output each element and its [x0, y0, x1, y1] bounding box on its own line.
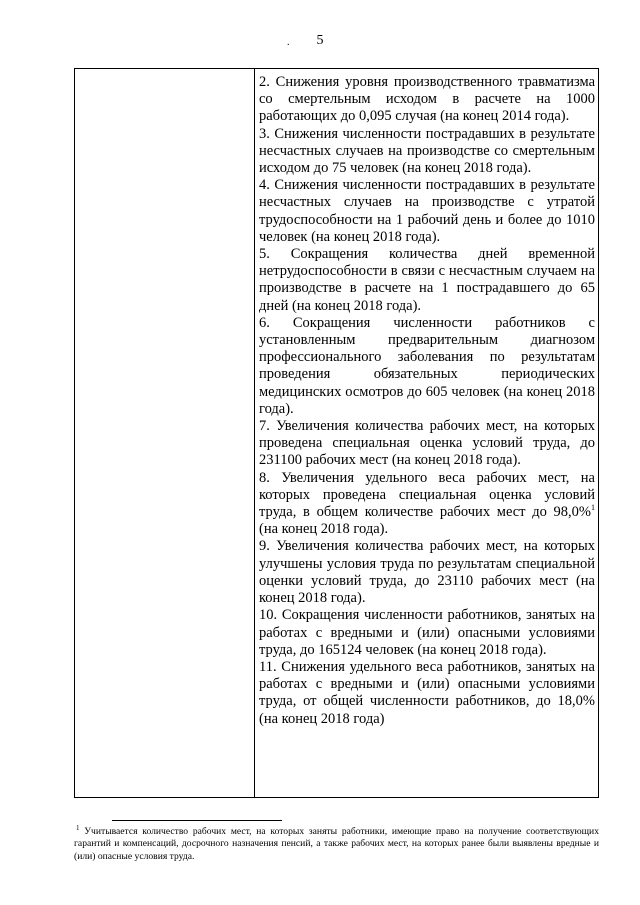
footnote: [74, 823, 599, 863]
target-item-8: [259, 470, 595, 539]
target-item-11: 11. Снижения удельного веса работников, занятых на работах с вредными и (или) опасными условиями труда, от общей численности работников, до 18,0% (на конец 2018 года): [259, 658, 595, 727]
target-item-5: 5. Сокращения количества дней временной нетрудоспособности в связи с несчастным случаем на производстве в расчете на 1 пострадавшего до 65 дней (на конец 2018 года).: [259, 246, 595, 314]
target-item-4: 4. Снижения численности пострадавших в результате несчастных случаев на производстве с утратой трудоспособности на 1 рабочий день и более до 1010 человек (на конец 2018 года).: [259, 177, 595, 245]
target-item-6: 6. Сокращения численности работников с установленным предварительным диагнозом профессионального заболевания по результатам проведения обязательных периодических медицинских осмотров до 605 человек (на конец 2018 года).: [259, 314, 595, 417]
target-item-2: 2. Снижения уровня производственного травматизма со смертельным исходом в расчете на 1000 работающих до 0,095 случая (на конец 2014 года).: [259, 74, 595, 125]
targets-cell: [259, 74, 595, 728]
footnote-separator: [112, 820, 282, 821]
target-item-8-tail: (на конец 2018 года).: [259, 521, 389, 538]
program-targets-table: [74, 68, 599, 798]
target-item-3: 3. Снижения численности пострадавших в результате несчастных случаев на производстве со смертельным исходом до 75 человек (на конец 2018 года).: [259, 125, 595, 177]
target-item-10: 10. Сокращения численности работников, занятых на работах с вредными и (или) опасными условиями труда, до 165124 человек (на конец 2018 года).: [259, 607, 595, 658]
target-item-8-text: 8. Увеличения удельного веса рабочих мест, на которых проведена специальная оценка условий труда, в общем количестве рабочих мест до 98,0%: [259, 469, 595, 521]
footnote-text: Учитывается количество рабочих мест, на которых заняты работники, имеющие право на получение соответствующих гарантий и компенсаций, досрочного назначения пенсий, а также рабочих мест, на которых ранее были выявлены вредные и (или) опасные условия труда.: [74, 826, 599, 862]
footnote-reference: 1: [591, 503, 595, 513]
table-column-divider: [254, 69, 255, 797]
page-mark-dot: .: [287, 37, 290, 48]
target-item-7: 7. Увеличения количества рабочих мест, на которых проведена специальная оценка условий труда, до 231100 рабочих мест (на конец 2018 года).: [259, 418, 595, 469]
footnote-mark: 1: [76, 823, 80, 832]
target-item-9: 9. Увеличения количества рабочих мест, на которых улучшены условия труда по результатам специальной оценки условий труда, до 23110 рабочих мест (на конец 2018 года).: [259, 538, 595, 607]
page-number: 5: [316, 33, 324, 48]
